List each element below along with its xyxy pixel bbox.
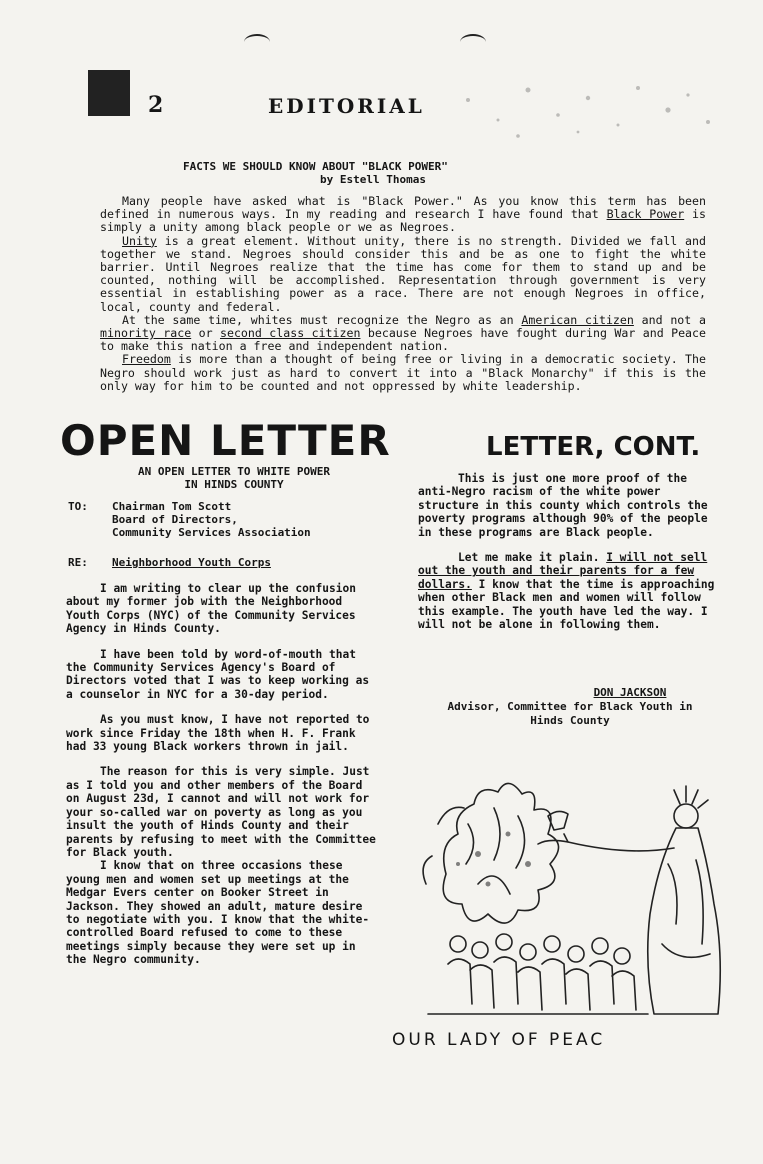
letter-cont-headline: LETTER, CONT. bbox=[486, 432, 701, 462]
newsletter-logo bbox=[88, 70, 130, 116]
signature-name: DON JACKSON bbox=[593, 686, 667, 699]
to-label: TO: bbox=[68, 500, 88, 513]
subtitle-line-1: AN OPEN LETTER TO WHITE POWER bbox=[137, 465, 331, 478]
letter-cont-body bbox=[418, 472, 720, 643]
open-letter-headline: OPEN LETTER bbox=[60, 416, 391, 465]
masthead bbox=[88, 70, 728, 130]
letter-paragraph: I have been told by word-of-mouth that the Community Services Agency's Board of Directors voted that I was to keep working as a counselor in NYC for a 30-day period. bbox=[66, 647, 370, 701]
subject-value: Neighborhood Youth Corps bbox=[112, 556, 271, 569]
addressee-org: Community Services Association bbox=[112, 526, 311, 539]
underlined-phrase: Unity bbox=[122, 233, 157, 248]
editorial-paragraph bbox=[100, 353, 706, 393]
text-run: Many people have asked what is "Black Power." As you know this term has been defined in numerous ways. In my reading and research I have found that bbox=[100, 194, 706, 222]
editorial-title: FACTS WE SHOULD KNOW ABOUT "BLACK POWER" bbox=[183, 160, 448, 173]
underlined-phrase: Freedom bbox=[122, 352, 171, 367]
text-run: or bbox=[191, 326, 220, 341]
addressee-name: Chairman Tom Scott bbox=[112, 500, 232, 513]
masthead-title: EDITORIAL bbox=[268, 94, 425, 118]
masthead-number: 2 bbox=[148, 92, 166, 118]
letter-paragraph: I am writing to clear up the confusion about my former job with the Neighborhood Youth Corps (NYC) of the Community Services Agency in Hinds County. bbox=[66, 582, 356, 636]
editorial-byline: by Estell Thomas bbox=[320, 173, 426, 186]
print-smudge bbox=[428, 70, 728, 150]
open-letter-body bbox=[66, 582, 376, 979]
editorial-paragraph bbox=[100, 195, 706, 235]
statue-of-liberty-illustration bbox=[418, 764, 736, 1024]
binder-hole-left bbox=[244, 34, 270, 50]
addressee-board: Board of Directors, bbox=[112, 513, 238, 526]
signature-block bbox=[420, 686, 720, 728]
para-rest: I know that the time is approaching when other Black men and women will follow this example. The youth have led the way. I will not be alone in following them. bbox=[418, 577, 715, 632]
editorial-body bbox=[100, 195, 706, 393]
subject-line bbox=[68, 556, 271, 569]
text-run: At the same time, whites must recognize the Negro as an bbox=[122, 312, 522, 327]
text-run: is more than a thought of being free or living in a democratic society. The Negro should work just as hard to convert it into a "Black Monarchy" if this is the only way for him to be counted and not oppressed by white leadership. bbox=[100, 352, 706, 393]
underlined-phrase: Black Power bbox=[606, 207, 685, 222]
letter-paragraph: I know that on three occasions these young men and women set up meetings at the Medgar Evers center on Booker Street in Jackson. They showed an adult, mature desire to negotiate with you. I know that the white-controlled Board refused to come to these meetings simply because they were set up in the Negro community. bbox=[66, 859, 370, 967]
addressee-block bbox=[68, 500, 368, 539]
illustration-caption: OUR LADY OF PEAC bbox=[392, 1030, 606, 1050]
para-emphasis: I will not sell out the youth and their parents for a few dollars. bbox=[418, 551, 708, 591]
re-label: RE: bbox=[68, 556, 88, 569]
signature-title-2: Hinds County bbox=[530, 714, 610, 727]
cont-paragraph-2 bbox=[418, 551, 720, 631]
open-letter-subtitle bbox=[104, 465, 364, 491]
editorial-paragraph bbox=[100, 314, 706, 354]
editorial-paragraph bbox=[100, 235, 706, 314]
text-run: and not a bbox=[633, 312, 706, 327]
signature-title-1: Advisor, Committee for Black Youth in bbox=[447, 700, 693, 713]
text-run: is simply a unity among black people or we as Negroes. bbox=[100, 207, 707, 235]
text-run: is a great element. Without unity, there is no strength. Divided we fall and together we stand. Negroes should consider this and be as one to fight the white barrier. Until Negroes realize that the time has come for them to stand up and be counted, nothing will be accomplished. Representation through government is very essential in establishing power as a race. There are not enough Negroes in office, local, county and federal. bbox=[100, 233, 706, 314]
letter-paragraph: As you must know, I have not reported to work since Friday the 18th when H. F. Frank had 33 young Black workers thrown in jail. bbox=[66, 713, 370, 754]
letter-paragraph: The reason for this is very simple. Just as I told you and other members of the Board on August 23d, I cannot and will not work for your so-called war on poverty as long as you insult the youth of Hinds County and their parents by refusing to meet with the Committee for Black youth. bbox=[66, 765, 376, 859]
text-run: because Negroes have fought during War and Peace to make this nation a free and independent nation. bbox=[100, 326, 706, 354]
para-lead: Let me make it plain. bbox=[458, 551, 607, 565]
underlined-phrase: minority race bbox=[100, 326, 192, 341]
underlined-phrase: second class citizen bbox=[219, 326, 361, 341]
subtitle-line-2: IN HINDS COUNTY bbox=[184, 478, 284, 491]
cont-paragraph-1: This is just one more proof of the anti-Negro racism of the white power structure in this county which controls the poverty programs although 90% of the people in these programs are Black people. bbox=[418, 472, 708, 539]
underlined-phrase: American citizen bbox=[521, 312, 634, 327]
binder-hole-right bbox=[460, 34, 486, 50]
